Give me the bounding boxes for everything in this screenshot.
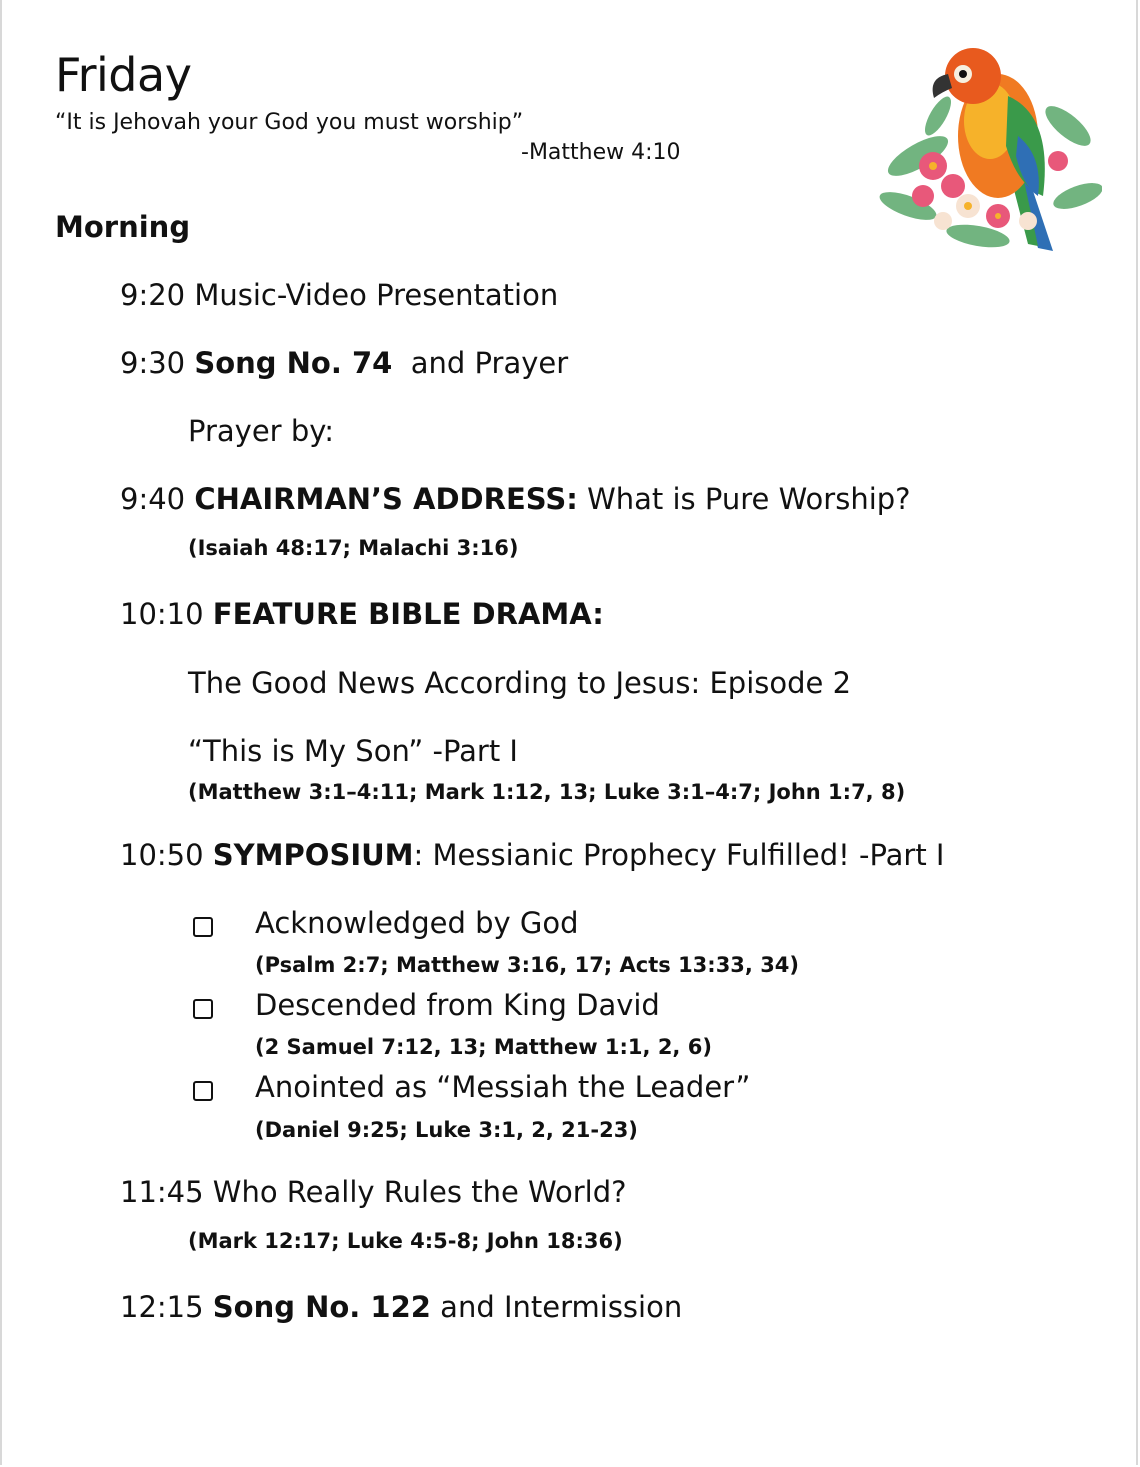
checkbox-icon — [193, 999, 213, 1019]
program-item — [120, 346, 568, 380]
section-label: Morning — [55, 210, 191, 244]
program-item — [120, 597, 604, 631]
item-title-bold: Song No. 74 — [194, 346, 393, 380]
item-title-bold: CHAIRMAN’S ADDRESS: — [194, 482, 578, 516]
scripture-reference: (2 Samuel 7:12, 13; Matthew 1:1, 2, 6) — [255, 1035, 712, 1059]
item-title: Who Really Rules the World? — [212, 1175, 627, 1209]
symposium-part-title: Descended from King David — [255, 988, 660, 1022]
symposium-part-title: Acknowledged by God — [255, 906, 579, 940]
parrot-illustration — [878, 36, 1102, 256]
checkbox-icon — [193, 1081, 213, 1101]
program-item — [120, 838, 944, 872]
theme-text: “It is Jehovah your God you must worship” — [55, 110, 524, 135]
item-title-rest: and Intermission — [440, 1290, 683, 1324]
item-title-bold: SYMPOSIUM — [212, 838, 414, 872]
checkbox-icon — [193, 917, 213, 937]
program-item — [120, 482, 911, 516]
scripture-reference: (Daniel 9:25; Luke 3:1, 2, 21-23) — [255, 1118, 638, 1142]
item-time: 11:45 — [120, 1175, 204, 1209]
item-title-bold: Song No. 122 — [212, 1290, 431, 1324]
scripture-reference: (Matthew 3:1–4:11; Mark 1:12, 13; Luke 3:1–4:7; John 1:7, 8) — [188, 780, 906, 804]
item-time: 9:40 — [120, 482, 186, 516]
theme-reference: -Matthew 4:10 — [521, 140, 681, 165]
item-title-bold: FEATURE BIBLE DRAMA: — [212, 597, 604, 631]
item-title-rest: What is Pure Worship? — [587, 482, 911, 516]
item-time: 12:15 — [120, 1290, 204, 1324]
scripture-reference: (Psalm 2:7; Matthew 3:16, 17; Acts 13:33, 34) — [255, 953, 800, 977]
item-title-rest: : Messianic Prophecy Fulfilled! -Part I — [413, 838, 945, 872]
item-title-rest: and Prayer — [410, 346, 569, 380]
item-time: 10:10 — [120, 597, 204, 631]
scripture-reference: (Mark 12:17; Luke 4:5-8; John 18:36) — [188, 1229, 623, 1253]
item-time: 10:50 — [120, 838, 204, 872]
scripture-reference: (Isaiah 48:17; Malachi 3:16) — [188, 536, 519, 560]
drama-title: The Good News According to Jesus: Episode 2 — [188, 666, 852, 700]
program-item — [120, 1290, 682, 1324]
page-title: Friday — [55, 48, 192, 102]
item-time: 9:30 — [120, 346, 186, 380]
program-item — [120, 1175, 627, 1209]
item-time: 9:20 — [120, 278, 186, 312]
program-item — [120, 278, 558, 312]
prayer-by: Prayer by: — [188, 414, 335, 448]
item-title: Music-Video Presentation — [194, 278, 559, 312]
symposium-part-title: Anointed as “Messiah the Leader” — [255, 1070, 751, 1104]
drama-subtitle: “This is My Son” -Part I — [188, 734, 518, 768]
